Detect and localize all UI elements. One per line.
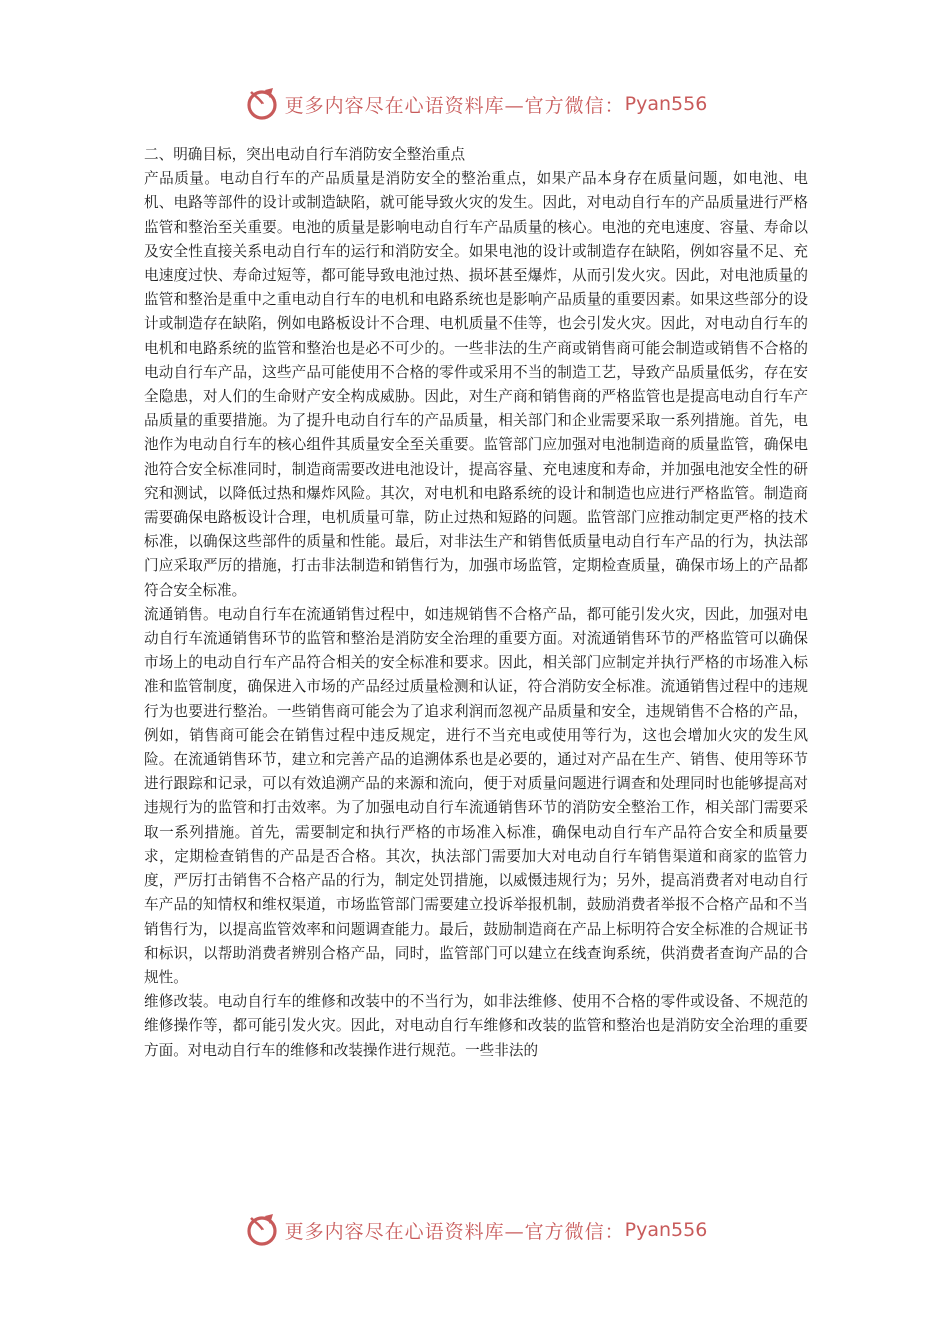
- banner-text: 更多内容尽在心语资料库—官方微信：: [284, 1220, 625, 1243]
- banner-wechat-id: Pyan556: [624, 1219, 708, 1241]
- paragraph-repair-modification: 维修改装。电动自行车的维修和改装中的不当行为，如非法维修、使用不合格的零件或设备、不规范的维修操作等，都可能引发火灾。因此，对电动自行车维修和改装的监管和整治也是消防安全治理的重要方面。对电动自行车的维修和改装操作进行规范。一些非法的: [144, 993, 808, 1059]
- footer-banner: [0, 1210, 950, 1250]
- banner-wechat-id: Pyan556: [624, 93, 708, 115]
- banner-text: 更多内容尽在心语资料库—官方微信：: [284, 94, 625, 117]
- paragraph-product-quality: 产品质量。电动自行车的产品质量是消防安全的整治重点，如果产品本身存在质量问题，如电池、电机、电路等部件的设计或制造缺陷，就可能导致火灾的发生。因此，对电动自行车的产品质量进行严格监管和整治至关重要。电池的质量是影响电动自行车产品质量的核心。电池的充电速度、容量、寿命以及安全性直接关系电动自行车的运行和消防安全。如果电池的设计或制造存在缺陷，例如容量不足、充电速度过快、寿命过短等，都可能导致电池过热、损坏甚至爆炸，从而引发火灾。因此，对电池质量的监管和整治是重中之重电动自行车的电机和电路系统也是影响产品质量的重要因素。如果这些部分的设计或制造存在缺陷，例如电路板设计不合理、电机质量不佳等，也会引发火灾。因此，对电动自行车的电机和电路系统的监管和整治也是必不可少的。一些非法的生产商或销售商可能会制造或销售不合格的电动自行车产品，这些产品可能使用不合格的零件或采用不当的制造工艺，导致产品质量低劣，存在安全隐患，对人们的生命财产安全构成威胁。因此，对生产商和销售商的严格监管也是提高电动自行车产品质量的重要措施。为了提升电动自行车的产品质量，相关部门和企业需要采取一系列措施。首先，电池作为电动自行车的核心组件其质量安全至关重要。监管部门应加强对电池制造商的质量监管，确保电池符合安全标准同时，制造商需要改进电池设计，提高容量、充电速度和寿命，并加强电池安全性的研究和测试，以降低过热和爆炸风险。其次，对电机和电路系统的设计和制造也应进行严格监管。制造商需要确保电路板设计合理，电机质量可靠，防止过热和短路的问题。监管部门应推动制定更严格的技术标准，以确保这些部件的质量和性能。最后，对非法生产和销售低质量电动自行车产品的行为，执法部门应采取严厉的措施，打击非法制造和销售行为，加强市场监管，定期检查质量，确保市场上的产品都符合安全标准。: [144, 170, 808, 599]
- pen-circle-icon: [243, 1210, 283, 1250]
- header-banner: [0, 84, 950, 124]
- paragraph-circulation-sales: 流通销售。电动自行车在流通销售过程中，如违规销售不合格产品，都可能引发火灾，因此，加强对电动自行车流通销售环节的监管和整治是消防安全治理的重要方面。对流通销售环节的严格监管可以确保市场上的电动自行车产品符合相关的安全标准和要求。因此，相关部门应制定并执行严格的市场准入标准和监管制度，确保进入市场的产品经过质量检测和认证，符合消防安全标准。流通销售过程中的违规行为也要进行整治。一些销售商可能会为了追求利润而忽视产品质量和安全，违规销售不合格的产品，例如，销售商可能会在销售过程中违反规定，进行不当充电或使用等行为，这也会增加火灾的发生风险。在流通销售环节，建立和完善产品的追溯体系也是必要的，通过对产品在生产、销售、使用等环节进行跟踪和记录，可以有效追溯产品的来源和流向，便于对质量问题进行调查和处理同时也能够提高对违规行为的监管和打击效率。为了加强电动自行车流通销售环节的消防安全整治工作，相关部门需要采取一系列措施。首先，需要制定和执行严格的市场准入标准，确保电动自行车产品符合安全和质量要求，定期检查销售的产品是否合格。其次，执法部门需要加大对电动自行车销售渠道和商家的监管力度，严厉打击销售不合格产品的行为，制定处罚措施，以威慑违规行为；另外，提高消费者对电动自行车产品的知情权和维权渠道，市场监管部门需要建立投诉举报机制，鼓励消费者举报不合格产品和不当销售行为，以提高监管效率和问题调查能力。最后，鼓励制造商在产品上标明符合安全标准的合规证书和标识，以帮助消费者辨别合格产品，同时，监管部门可以建立在线查询系统，供消费者查询产品的合规性。: [144, 605, 808, 986]
- section-heading: 二、明确目标，突出电动自行车消防安全整治重点: [144, 146, 466, 163]
- pen-circle-icon: [243, 84, 283, 124]
- document-body: [144, 143, 808, 1063]
